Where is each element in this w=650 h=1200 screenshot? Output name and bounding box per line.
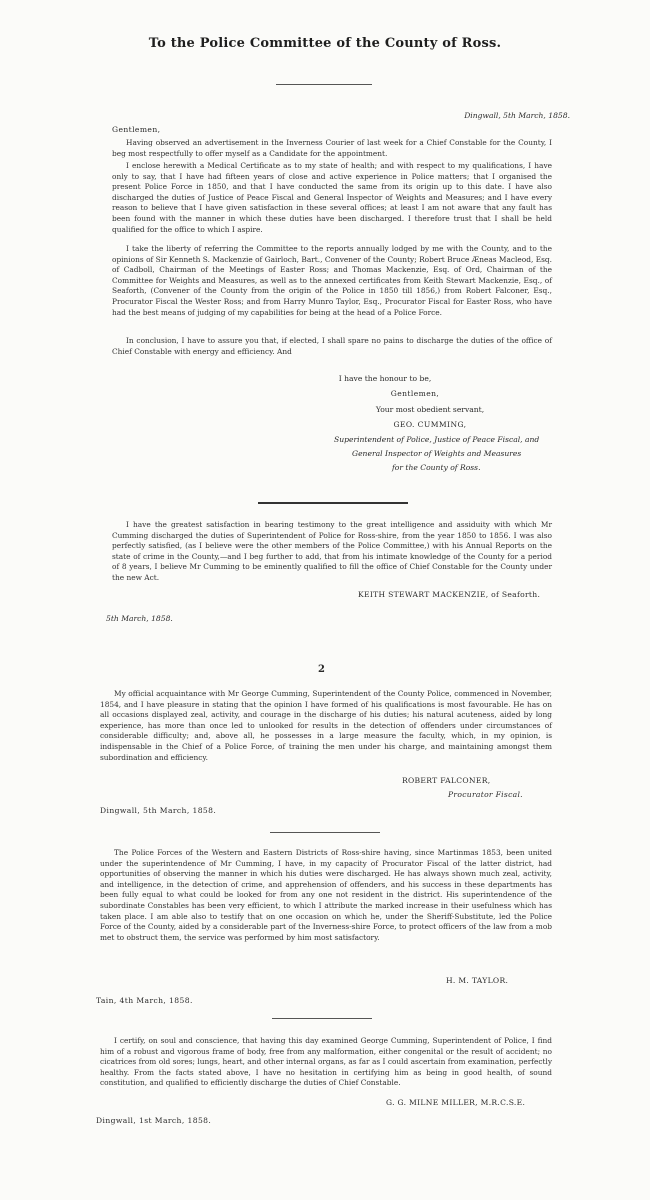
document-title: To the Police Committee of the County of Ross. — [148, 36, 502, 51]
testimonial-4-text: I certify, on soul and conscience, that having this day examined George Cumming, Superintendent of Police, I find him of a robust and vigorous frame of body, free from any malformation, either congenital or the result of accident; no cicatrices from old sores; lungs, heart, and other internal organs, as far as I could ascertain from examination, perfectly healthy. From the facts stated above, I have no hesitation in certifying him as being in good health, of sound constitution, and qualified to efficiently discharge the duties of Chief Constable. — [100, 1036, 552, 1088]
testimonial-3-date: Tain, 4th March, 1858. — [96, 996, 193, 1005]
testimonial-1-date: 5th March, 1858. — [106, 614, 173, 623]
section-divider-2 — [270, 832, 380, 833]
letter-salutation: Gentlemen, — [112, 125, 161, 134]
closing-line-2: Gentlemen, — [390, 389, 440, 398]
testimonial-3-text: The Police Forces of the Western and Eastern Districts of Ross-shire having, since Martinmas 1853, been united under the superintendence of Mr Cumming, I have, in my capacity of Procurator Fiscal of the latter district, had opportunities of observing the manner in which his duties were discharged. He has always shown much zeal, activity, and intelligence, in the detection of crime, and apprehension of offenders, and his success in these departments has been fully equal to what could be looked for from any one not resident in the district. His superintendence of the subordinate Constables has been very efficient, to which I attribute the marked increase in their usefulness which has taken place. I am able also to testify that on one occasion on which he, under the Sheriff-Substitute, led the Police Force of the County, aided by a considerable part of the Inverness-shire Force, to protect officers of the law from a mob met to obstruct them, the service was performed by him most satisfactory. — [100, 848, 552, 942]
testimonial-4-date: Dingwall, 1st March, 1858. — [96, 1116, 212, 1125]
testimonial-1-text: I have the greatest satisfaction in bearing testimony to the great intelligence and assiduity with which Mr Cumming discharged the duties of Superintendent of Police for Ross-shire, from the year 1850 to 1856. I was also perfectly satisfied, (as I believe were the other members of the Police Committee,) with his Annual Reports on the state of crime in the County,—and I beg further to add, that from his intimate knowledge of the County for a period of 8 years, I believe Mr Cumming to be eminently qualified to fill the office of Chief Constable for the County under the new Act. — [112, 520, 552, 582]
testimonial-3-signature: H. M. TAYLOR. — [446, 976, 509, 985]
testimonial-2-role: Procurator Fiscal. — [448, 790, 523, 799]
letter-dateline: Dingwall, 5th March, 1858. — [464, 111, 570, 120]
section-mark: 2 — [318, 664, 325, 675]
signatory-title-3: for the County of Ross. — [392, 463, 481, 472]
title-divider — [276, 84, 372, 85]
closing-line-3: Your most obedient servant, — [375, 405, 485, 414]
letter-paragraph-4: In conclusion, I have to assure you that, if elected, I shall spare no pains to discharge the duties of the office of Chief Constable with energy and efficiency. And — [112, 336, 552, 356]
testimonial-4-signature: G. G. MILNE MILLER, M.R.C.S.E. — [386, 1098, 526, 1107]
testimonial-2-text: My official acquaintance with Mr George Cumming, Superintendent of the County Police, commenced in November, 1854, and I have pleasure in stating that the opinion I have formed of his qualifications is most favourable. He has on all occasions displayed zeal, activity, and courage in the discharge of his duties; his natural acuteness, aided by long experience, has more than once led to unlooked for results in the detection of offenders under circumstances of considerable difficulty; and, above all, he possesses in a large measure the faculty, which, in my opinion, is indispensable in the Chief of a Police Force, of training the men under his charge, and maintaining amongst them subordination and efficiency. — [100, 689, 552, 762]
signatory-title-1: Superintendent of Police, Justice of Peace Fiscal, and — [334, 435, 540, 444]
closing-line-1: I have the honour to be, — [338, 374, 432, 383]
section-divider-3 — [272, 1018, 372, 1019]
signatory-title-2: General Inspector of Weights and Measures — [352, 449, 522, 458]
letter-paragraph-1: Having observed an advertisement in the Inverness Courier of last week for a Chief Constable for the County, I beg most respectfully to offer myself as a Candidate for the appointment. — [112, 138, 552, 158]
testimonial-2-date: Dingwall, 5th March, 1858. — [100, 806, 217, 815]
letter-paragraph-2: I enclose herewith a Medical Certificate as to my state of health; and with respect to my qualifications, I have only to say, that I have had fifteen years of close and active experience in Police matters; that I organised the present Police Force in 1850, and that I have conducted the same from its origin up to this date. I have also discharged the duties of Justice of Peace Fiscal and General Inspector of Weights and Measures; and I have every reason to believe that I have given satisfaction in these several offices; at least I am not aware that any fault has been found with the manner in which these duties have been discharged. I therefore trust that I shall be held qualified for the office to which I aspire. — [112, 161, 552, 234]
section-divider-1 — [258, 502, 408, 504]
letter-paragraph-3: I take the liberty of referring the Committee to the reports annually lodged by me with the County, and to the opinions of Sir Kenneth S. Mackenzie of Gairloch, Bart., Convener of the County; Robert Bruce Æneas Macleod, Esq. of Cadboll, Chairman of the Meetings of Easter Ross; and Thomas Mackenzie, Esq. of Ord, Chairman of the Committee for Weights and Measures, as well as to the annexed certificates from Keith Stewart Mackenzie, Esq., of Seaforth, (Convener of the County from the origin of the Police in 1850 till 1856,) from Robert Falconer, Esq., Procurator Fiscal the Wester Ross; and from Harry Munro Taylor, Esq., Procurator Fiscal for Easter Ross, who have had the best means of judging of my capabilities for being at the head of a Police Force. — [112, 244, 552, 317]
testimonial-2-signature: ROBERT FALCONER, — [402, 776, 491, 785]
signatory-name: GEO. CUMMING, — [393, 420, 467, 429]
testimonial-1-signature: KEITH STEWART MACKENZIE, of Seaforth. — [358, 590, 541, 599]
